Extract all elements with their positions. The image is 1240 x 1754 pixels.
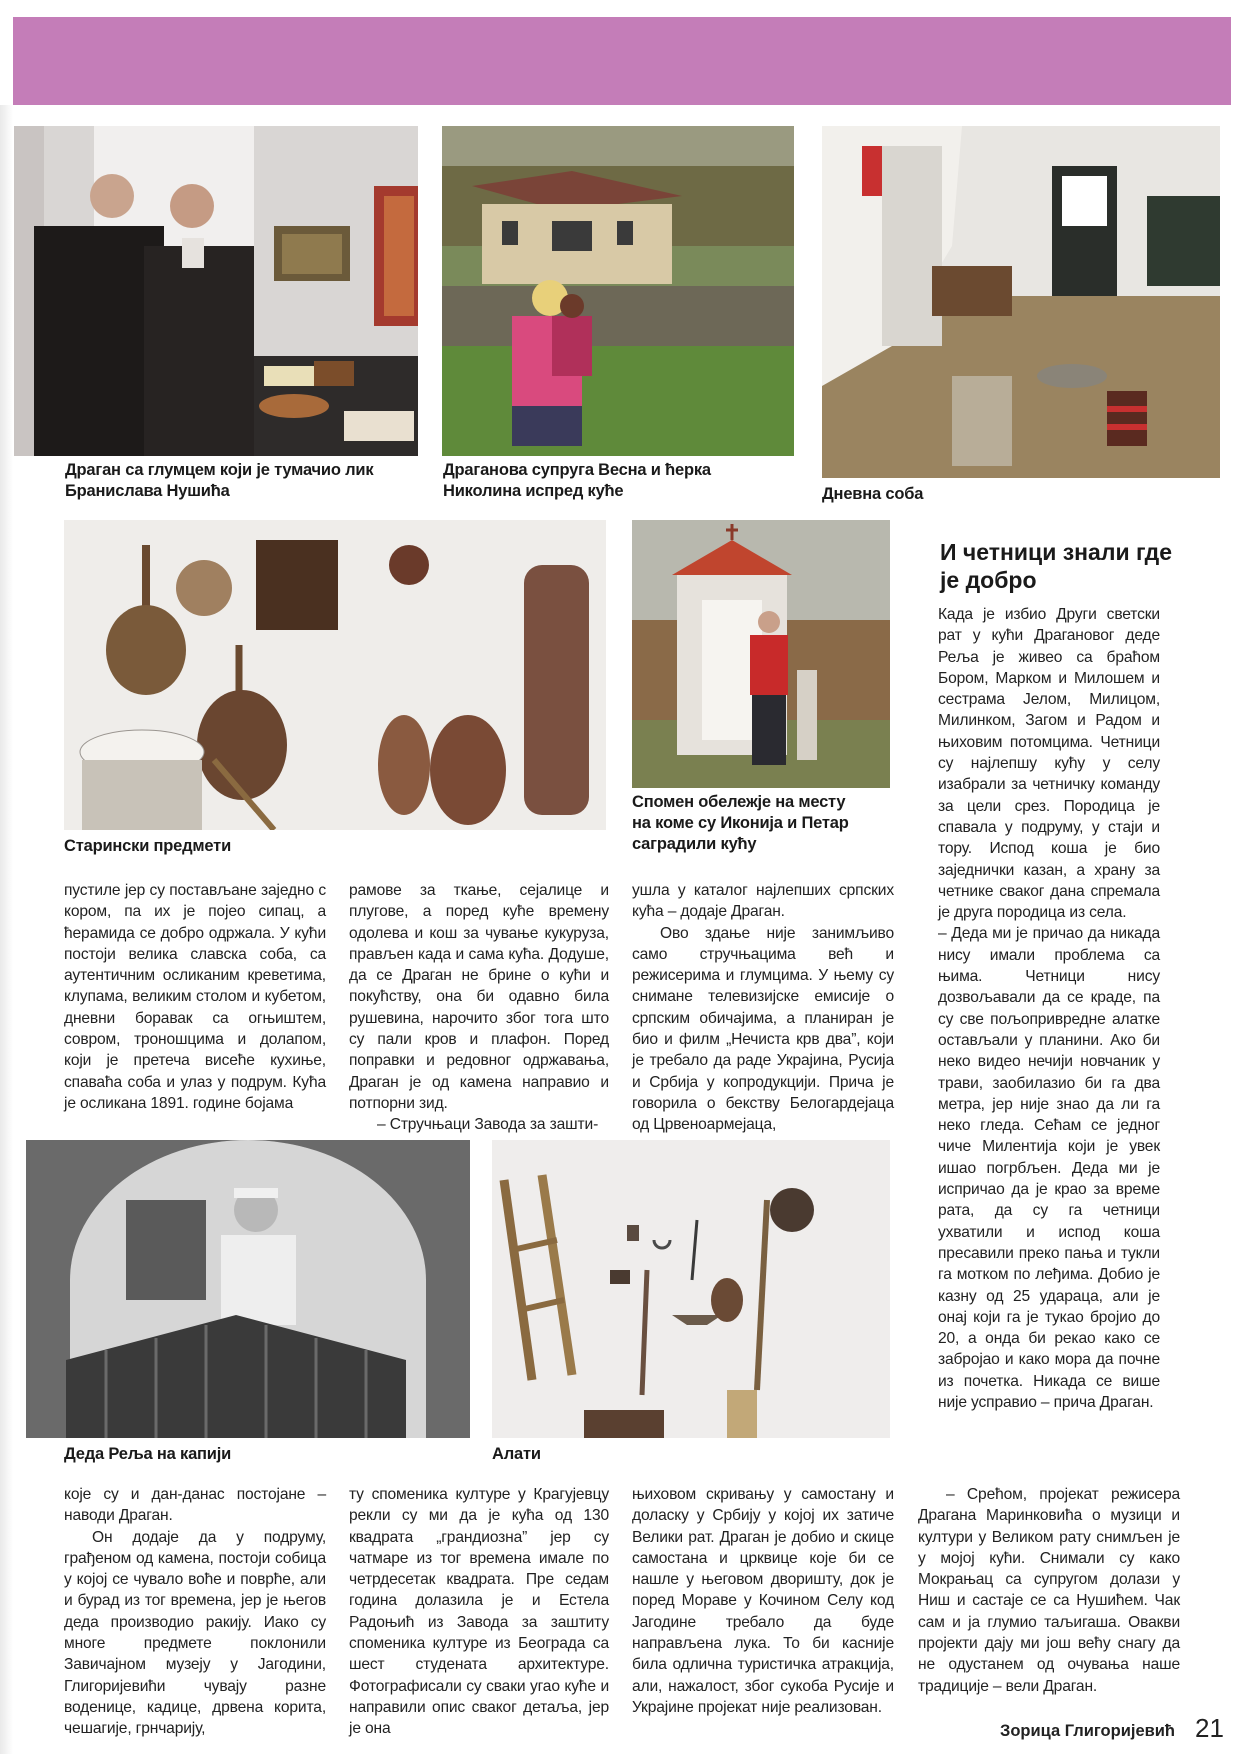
caption-tools: Алати bbox=[492, 1445, 541, 1463]
sidebar-text: Када је избио Други светски рат у кући Драгановог деде Реља је живео са браћом Бором, Марком и Милошем и сестрама Јелом, Милицом, Милинком, Загом и Радом и њиховим потомцима. Четници су најлепшу кућу у селу изабрали за четничку команду за цели срез. Породица је спавала у подруму, у стаји и тору. Испод коша је био заједнички казан, а храну за четнике сваког дана спремала је друга породица из села. – Деда ми је причао да никада нису имали проблема са њима. Четници нису дозвољавали да се краде, па су све пољопривредне алатке остављали у планини. Ако би неко видео нечији новчаник у трави, заобилазио би га два метра, јер није знао да ли га неко гледа. Сећам се једног чиче Милентија који је увек ишао погрбљен. Деда ми је испричао да је крао за време рата, да су га четници ухватили и испод коша пресавили преко пања и тукли га мотком по леђима. Добио је казну од 25 удараца, али је онај који га је тукао бројио до 20, а онда би рекао како се забројао и како мора да почне из почетка. Никада се више није усправио – прича Драган. bbox=[938, 606, 1160, 1411]
sidebar-heading: И четници знали где је добро bbox=[940, 539, 1173, 593]
caption-actor: Драган са глумцем који је тумачио лик Бранислава Нушића bbox=[65, 461, 374, 500]
article-column-2-top: рамове за ткање, сејалице и плугове, а поред куће времену одолева и кош за чување кукуруза, прављен када и сама кућа. Додуше, да се Драган не брине о кући и покућству, она би одавно била рушевина, нарочито због тога што су пали кров и плафон. Поред поправки и редовног одржавања, Драган је од камена направио и потпорни зид. – Стручњаци Завода за зашти- bbox=[349, 882, 609, 1134]
article-column-4-bottom: – Срећом, пројекат режисера Драгана Маринковића о музици и култури у Великом рату снимљен је у мојој кући. Снимали су како Мокрањац са супругом долази у Ниш и састаје се са Нушићем. Чак сам и ја глумио таљигаша. Овакви пројекти дају ми још већу снагу да не одустанем од очувања наше традиције – вели Драган. bbox=[918, 1486, 1180, 1695]
photo-tools bbox=[492, 1140, 890, 1438]
caption-living-room: Дневна соба bbox=[822, 485, 924, 503]
article-column-3-top: ушла у каталог најлепших српских кућа – додаје Драган. Ово здање није занимљиво само стручњацима већ и режисерима и глумцима. У њему су снимане телевизијске емисије о српским обичајима, а планиран је био и филм „Нечиста крв два”, који је требало да раде Украјина, Русија и Србија у копродукцији. Прича је говорила о бекству Белогардејаца од Црвеноармејаца, bbox=[632, 882, 894, 1134]
caption-memorial: Спомен обележје на месту на коме су Иконија и Петар саградили кућу bbox=[632, 793, 849, 853]
article-column-3-bottom: њиховом скривању у самостану и доласку у Србију у којој их затиче Велики рат. Драган је добио и скице самостана и црквице које би се нашле у његовом дворишту, док је поред Мораве у Кочином Селу код Јагодине требало да буде направљена лука. То би касније била одлична туристичка атракција, али, нажалост, због сукоба Русије и Украјине пројекат није реализован. bbox=[632, 1486, 894, 1716]
photo-living-room bbox=[822, 126, 1220, 478]
photo-grandpa-at-gate bbox=[26, 1140, 470, 1438]
article-column-1-top: пустиле јер су постављане заједно с кором, па их је појео сипац, а ћерамида се добро одржала. У кући постоји велика славска соба, са аутентичним осликаним креветима, клупама, великим столом и кубетом, дневни боравак са огњиштем, совром, троношцима и долапом, који је претеча висеће кухиње, спаваћа соба и улаз у подрум. Кућа је осликана 1891. године бојама bbox=[64, 882, 326, 1112]
article-column-1-bottom: које су и дан-данас постојане – наводи Драган. Он додаје да у подруму, грађеном од камена, постоји собица у којој се чувало воће и поврће, али и бурад из тог времена, јер је његов деда производио ракију. Иако су многе предмете поклонили Завичајном музеју у Јагодини, Глигоријевићи чувају разне воденице, кадице, дрвена корита, чешагије, грнчарију, bbox=[64, 1486, 326, 1738]
caption-wife: Драганова супруга Весна и ћерка Николина испред куће bbox=[443, 461, 711, 500]
photo-actor-and-dragan bbox=[14, 126, 418, 456]
photo-memorial bbox=[632, 520, 890, 788]
photo-wife-and-daughter bbox=[442, 126, 794, 456]
caption-grandpa: Деда Реља на капији bbox=[64, 1445, 232, 1463]
article-column-2-bottom: ту споменика културе у Крагујевцу рекли су ми да је кућа од 130 квадрата „грандиозна” јер су чатмаре из тог времена имале по четрдесетак квадрата. Пре седам година долазила је и Естела Радоњић из Завода за заштиту споменика културе из Београда са шест студената архитектуре. Фотографисали су сваки угао куће и направили опис сваког детаља, јер је она bbox=[349, 1486, 609, 1738]
header-color-band bbox=[13, 17, 1231, 105]
caption-old-items: Старински предмети bbox=[64, 837, 232, 855]
page-number: 21 bbox=[1195, 1713, 1224, 1743]
page-gutter-shadow bbox=[0, 105, 13, 1754]
author-byline: Зорица Глигоријевић bbox=[1000, 1722, 1175, 1740]
photo-old-items bbox=[64, 520, 606, 830]
